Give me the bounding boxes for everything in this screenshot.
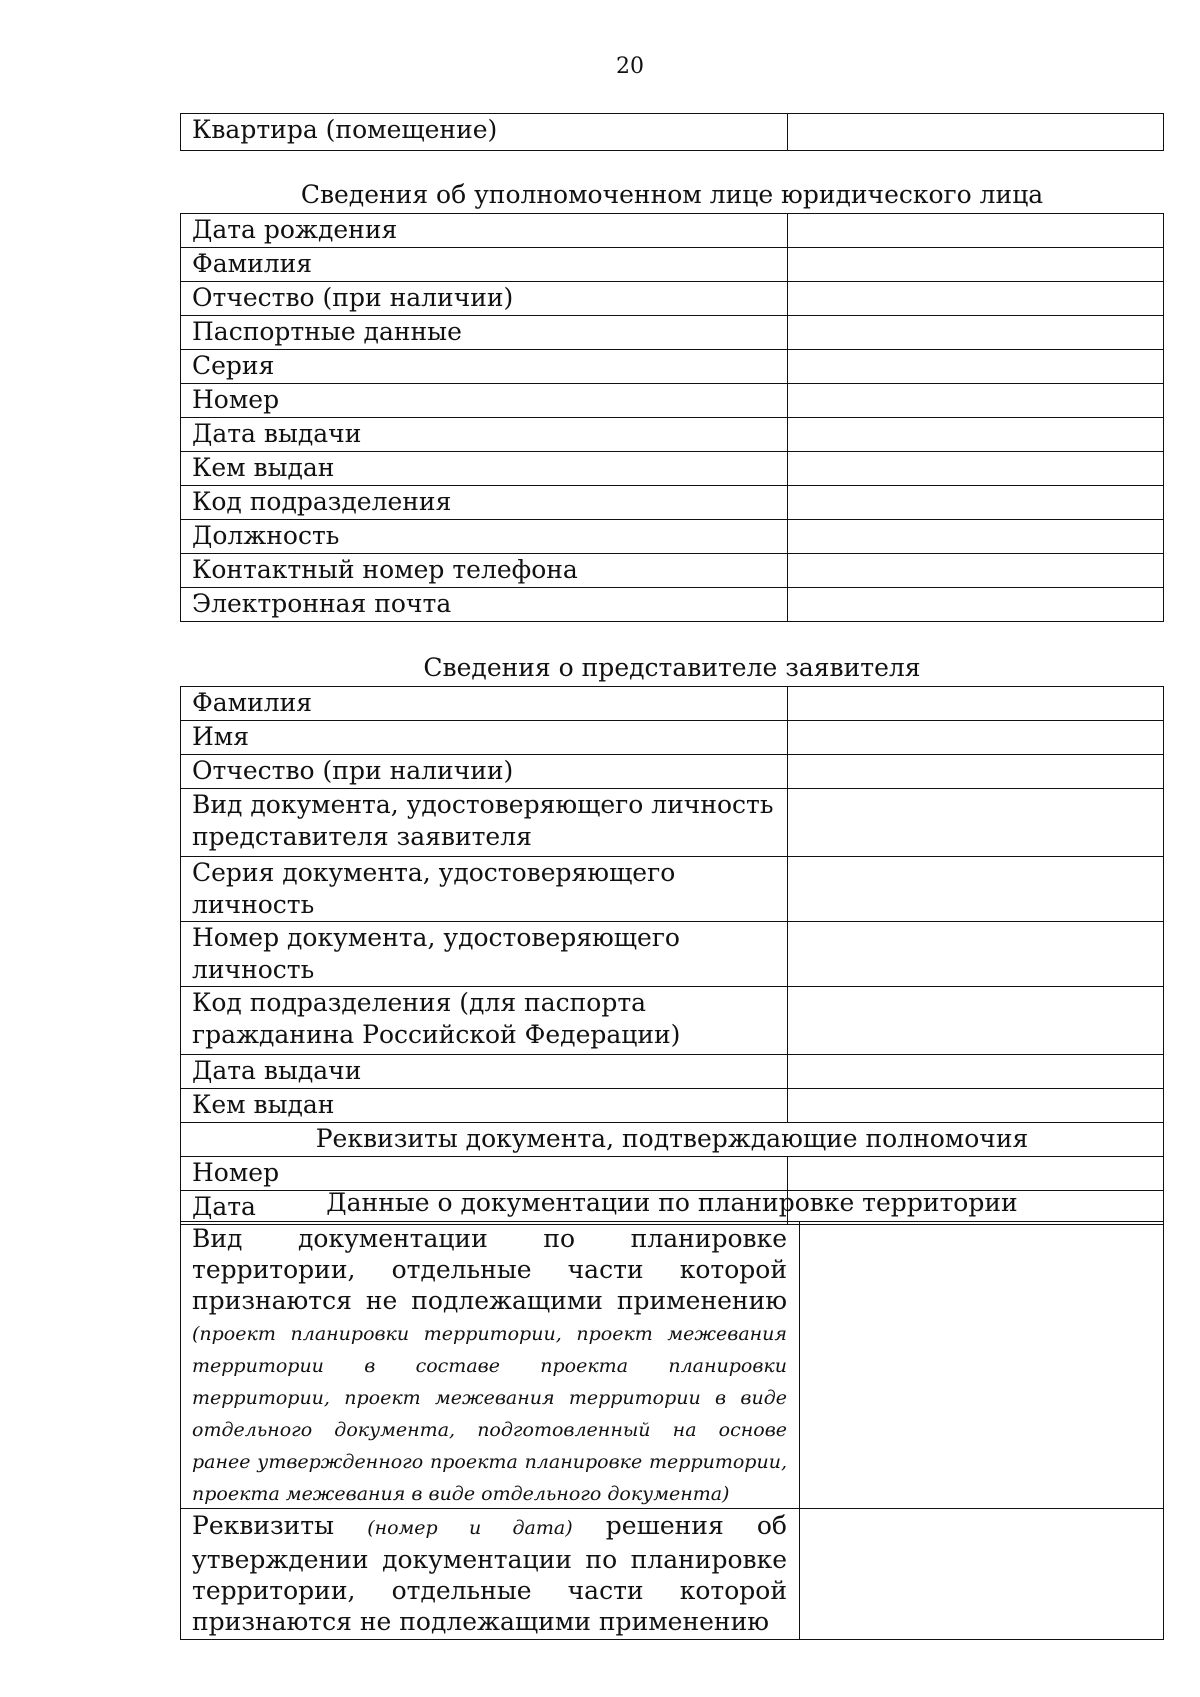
authorized-person-label: Паспортные данные	[181, 316, 788, 350]
rep-label-division-code: Код подразделения (для паспорта гражданина Российской Федерации)	[181, 987, 788, 1055]
representative-table	[180, 686, 1164, 1225]
planning-doc-type-value[interactable]	[800, 1222, 1164, 1509]
authorized-person-value[interactable]	[788, 452, 1164, 486]
rep-value-issue-date[interactable]	[788, 1055, 1164, 1089]
authorized-person-row	[181, 452, 1164, 486]
approval-decision-value[interactable]	[800, 1509, 1164, 1640]
authorized-person-title: Сведения об уполномоченном лице юридического лица	[300, 180, 1044, 209]
authorized-person-row	[181, 316, 1164, 350]
authorized-person-label: Дата рождения	[181, 214, 788, 248]
authorized-person-label: Контактный номер телефона	[181, 554, 788, 588]
apartment-block	[180, 113, 1164, 151]
authorized-person-label: Номер	[181, 384, 788, 418]
planning-doc-type-main: Вид документации по планировке территории, отдельные части которой признаются не подлежащими применению	[192, 1224, 787, 1315]
authorized-person-value[interactable]	[788, 384, 1164, 418]
rep-label-patronymic: Отчество (при наличии)	[181, 755, 788, 789]
authorized-person-row	[181, 214, 1164, 248]
rep-label-id-doc-number: Номер документа, удостоверяющего личность	[181, 922, 788, 987]
authorized-person-label: Кем выдан	[181, 452, 788, 486]
rep-value-surname[interactable]	[788, 687, 1164, 721]
rep-label-name: Имя	[181, 721, 788, 755]
approval-decision-note: (номер и дата)	[367, 1517, 573, 1539]
authorized-person-value[interactable]	[788, 248, 1164, 282]
authorized-person-label: Серия	[181, 350, 788, 384]
authorized-person-value[interactable]	[788, 350, 1164, 384]
authority-label-number: Номер	[181, 1157, 788, 1191]
authorized-person-value[interactable]	[788, 214, 1164, 248]
rep-value-id-doc-series[interactable]	[788, 857, 1164, 922]
planning-doc-type-note: (проект планировки территории, проект межевания территории в составе проекта планировки территории, проект межевания территории в виде отдельного документа, подготовленный на основе ранее утвержденного проекта планировке территории, проекта межевания в виде отдельного документа)	[192, 1323, 787, 1505]
authorized-person-value[interactable]	[788, 316, 1164, 350]
authorized-person-row	[181, 486, 1164, 520]
rep-value-issued-by[interactable]	[788, 1089, 1164, 1123]
authorized-person-row	[181, 282, 1164, 316]
rep-label-surname: Фамилия	[181, 687, 788, 721]
rep-label-issued-by: Кем выдан	[181, 1089, 788, 1123]
authorized-person-row	[181, 384, 1164, 418]
authority-doc-heading: Реквизиты документа, подтверждающие полномочия	[181, 1123, 1164, 1157]
rep-value-id-doc-number[interactable]	[788, 922, 1164, 987]
authorized-person-value[interactable]	[788, 486, 1164, 520]
planning-doc-type-label	[181, 1222, 800, 1509]
rep-label-issue-date: Дата выдачи	[181, 1055, 788, 1089]
approval-decision-start: Реквизиты	[192, 1511, 335, 1540]
authorized-person-row	[181, 554, 1164, 588]
planning-docs-title: Данные о документации по планировке территории	[326, 1188, 1018, 1217]
authorized-person-row	[181, 520, 1164, 554]
approval-decision-end: решения об утверждении документации по планировке территории, отдельные части которой признаются не подлежащими применению	[192, 1511, 787, 1636]
rep-value-patronymic[interactable]	[788, 755, 1164, 789]
authorized-person-label: Фамилия	[181, 248, 788, 282]
rep-value-name[interactable]	[788, 721, 1164, 755]
representative-title: Сведения о представителе заявителя	[423, 653, 921, 682]
authorized-person-label: Отчество (при наличии)	[181, 282, 788, 316]
rep-value-id-doc-type[interactable]	[788, 789, 1164, 857]
approval-decision-label	[181, 1509, 800, 1640]
rep-label-id-doc-series: Серия документа, удостоверяющего личность	[181, 857, 788, 922]
authorized-person-row	[181, 350, 1164, 384]
apartment-label: Квартира (помещение)	[181, 114, 788, 151]
apartment-value[interactable]	[788, 114, 1164, 151]
rep-label-id-doc-type: Вид документа, удостоверяющего личность представителя заявителя	[181, 789, 788, 857]
authorized-person-value[interactable]	[788, 554, 1164, 588]
rep-value-division-code[interactable]	[788, 987, 1164, 1055]
authorized-person-value[interactable]	[788, 282, 1164, 316]
authorized-person-table	[180, 213, 1164, 622]
authorized-person-label: Должность	[181, 520, 788, 554]
authorized-person-row	[181, 588, 1164, 622]
authority-label-date: Дата	[181, 1191, 788, 1225]
page-number: 20	[616, 54, 644, 79]
authorized-person-value[interactable]	[788, 418, 1164, 452]
authorized-person-row	[181, 418, 1164, 452]
authorized-person-row	[181, 248, 1164, 282]
authorized-person-label: Электронная почта	[181, 588, 788, 622]
apartment-table	[180, 113, 1164, 151]
authorized-person-value[interactable]	[788, 520, 1164, 554]
authorized-person-value[interactable]	[788, 588, 1164, 622]
authorized-person-label: Дата выдачи	[181, 418, 788, 452]
planning-docs-table	[180, 1221, 1164, 1640]
authority-value-number[interactable]	[788, 1157, 1164, 1191]
authorized-person-label: Код подразделения	[181, 486, 788, 520]
